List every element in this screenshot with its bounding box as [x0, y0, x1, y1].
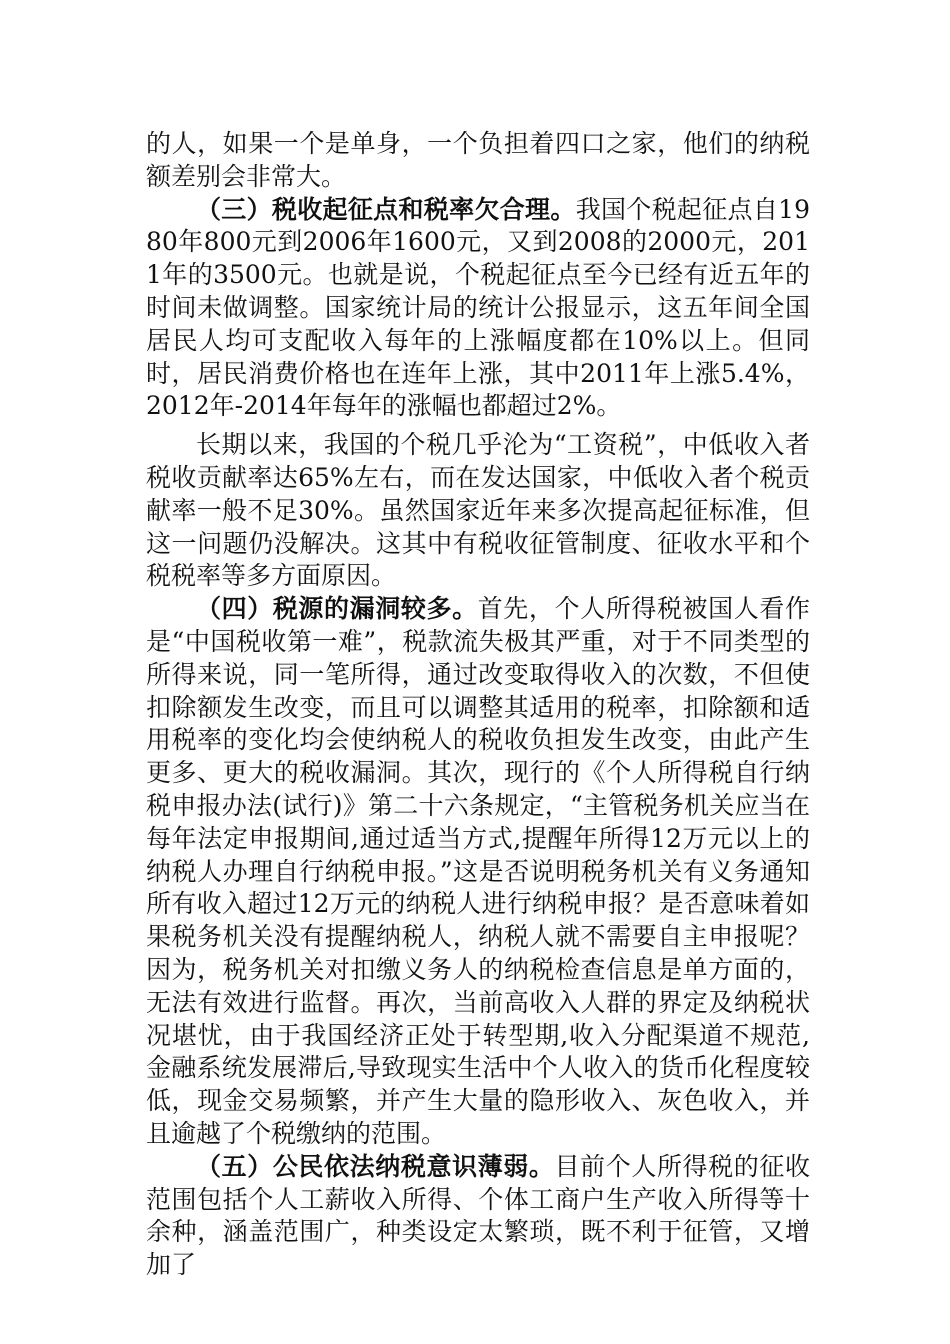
paragraph-text: 的人，如果一个是单身，一个负担着四口之家，他们的纳税额差别会非常大。: [146, 129, 810, 191]
paragraph-text: 我国个税起征点自1980年800元到2006年1600元，又到2008的2000元，2011年的3500元。也就是说，个税起征点至今已经有近五年的时间未做调整。国家统计局的统计公报显示，这五年间全国居民人均可支配收入每年的上涨幅度都在10%以上。但同时，居民消费价格也在连年上涨，其中2011年上涨5.4%，2012年-2014年每年的涨幅也都超过2%。: [146, 194, 810, 421]
paragraph-text: 目前个人所得税的征收范围包括个人工薪收入所得、个体工商户生产收入所得等十余种，涵盖范围广，种类设定太繁琐，既不利于征管，又增加了: [146, 1151, 810, 1280]
paragraph-text: 长期以来，我国的个税几乎沦为“工资税”，中低收入者税收贡献率达65%左右，而在发达国家，中低收入者个税贡献率一般不足30%。虽然国家近年来多次提高起征标准，但这一问题仍没解决。这其中有税收征管制度、征收水平和个税税率等多方面原因。: [146, 430, 810, 591]
paragraph-2: [146, 194, 810, 424]
section-heading-3: （三）税收起征点和税率欠合理。: [196, 194, 576, 224]
paragraph-text: 首先，个人所得税被国人看作是“中国税收第一难”，税款流失极其严重，对于不同类型的所得来说，同一笔所得，通过改变取得收入的次数，不但使扣除额发生改变，而且可以调整其适用的税率，扣除额和适用税率的变化均会使纳税人的税收负担发生改变，由此产生更多、更大的税收漏洞。其次，现行的《个人所得税自行纳税申报办法(试行)》第二十六条规定，“主管税务机关应当在每年法定申报期间,通过适当方式,提醒年所得12万元以上的纳税人办理自行纳税申报。”这是否说明税务机关有义务通知所有收入超过12万元的纳税人进行纳税申报？是否意味着如果税务机关没有提醒纳税人，纳税人就不需要自主申报呢？因为，税务机关对扣缴义务人的纳税检查信息是单方面的，无法有效进行监督。再次，当前高收入人群的界定及纳税状况堪忧，由于我国经济正处于转型期,收入分配渠道不规范,金融系统发展滞后,导致现实生活中个人收入的货币化程度较低，现金交易频繁，并产生大量的隐形收入、灰色收入，并且逾越了个税缴纳的范围。: [146, 594, 810, 1148]
paragraph-4: [146, 593, 810, 1151]
paragraph-1: [146, 128, 810, 194]
document-body: [146, 128, 810, 1282]
paragraph-5: [146, 1151, 810, 1282]
section-heading-4: （四）税源的漏洞较多。: [196, 594, 478, 624]
paragraph-3: [146, 429, 810, 593]
section-heading-5: （五）公民依法纳税意识薄弱。: [196, 1151, 555, 1181]
